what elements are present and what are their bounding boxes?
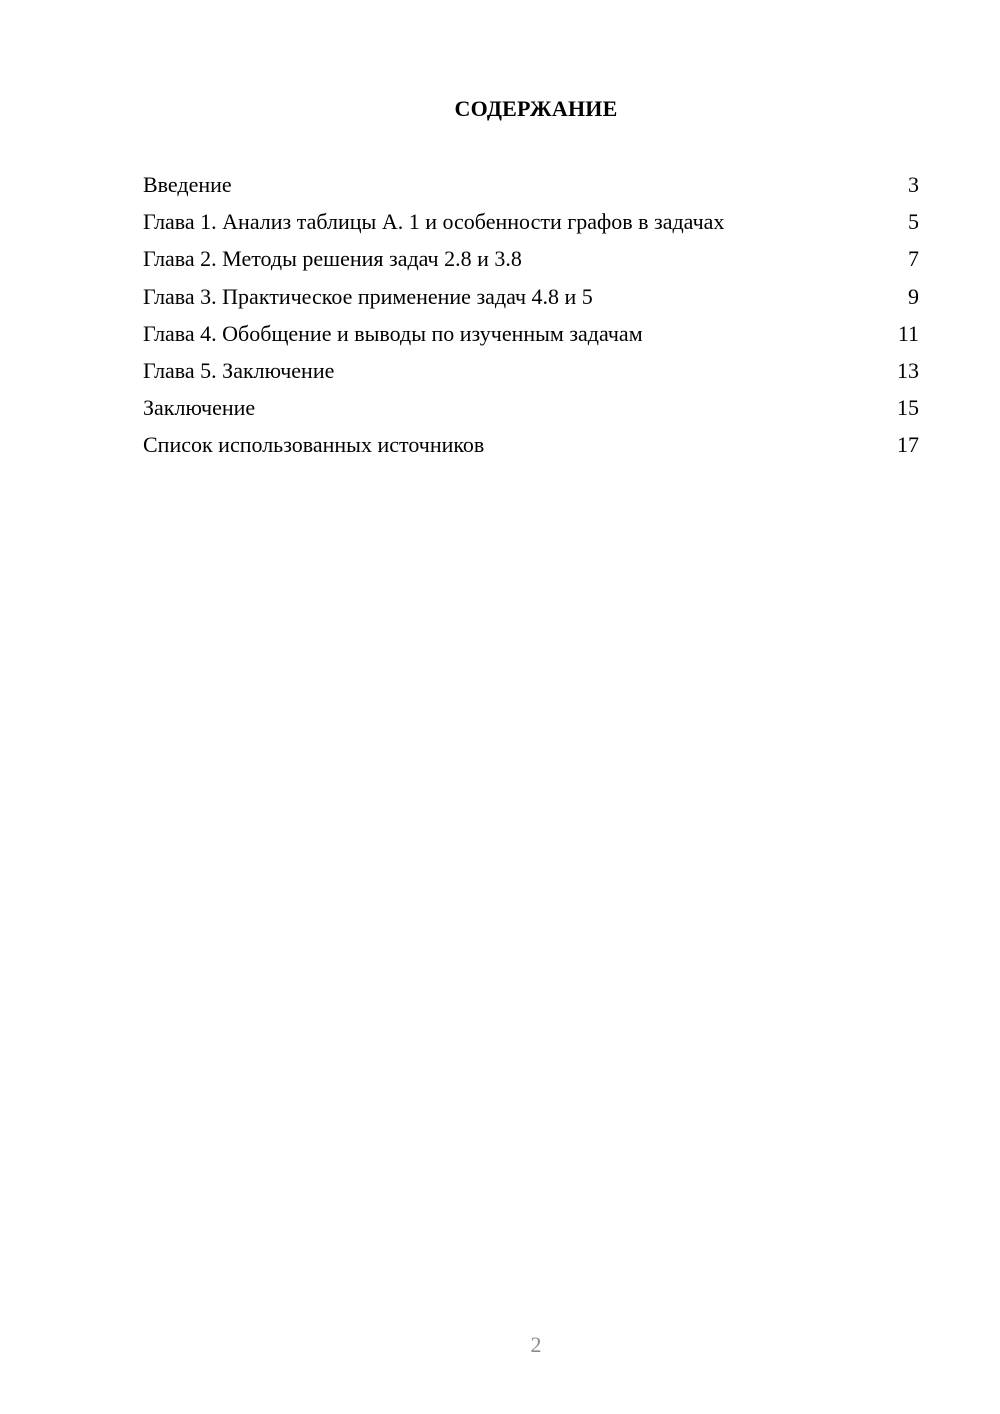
toc-entry-page: 15 bbox=[897, 395, 919, 421]
toc-entry-chapter-2 bbox=[143, 240, 919, 277]
table-of-contents bbox=[143, 166, 919, 464]
toc-entry-page: 13 bbox=[897, 357, 919, 383]
page-number: 2 bbox=[530, 1332, 542, 1357]
toc-entry-page: 7 bbox=[908, 246, 919, 272]
toc-entry-page: 11 bbox=[897, 320, 919, 346]
toc-entry-label: Глава 4. Обобщение и выводы по изученным задачам bbox=[143, 320, 643, 346]
toc-entry-label: Глава 5. Заключение bbox=[143, 357, 335, 383]
toc-entry-chapter-4 bbox=[143, 315, 919, 352]
toc-entry-page: 17 bbox=[897, 432, 919, 458]
toc-entry-page: 9 bbox=[908, 283, 919, 309]
toc-entry-label: Заключение bbox=[143, 395, 256, 421]
toc-entry-chapter-3 bbox=[143, 278, 919, 315]
toc-entry-chapter-5 bbox=[143, 352, 919, 389]
toc-entry-chapter-1 bbox=[143, 203, 919, 240]
toc-entry-label: Глава 3. Практическое применение задач 4.8 и 5 bbox=[143, 283, 593, 309]
toc-entry-conclusion bbox=[143, 389, 919, 426]
toc-entry-label: Глава 2. Методы решения задач 2.8 и 3.8 bbox=[143, 246, 522, 272]
toc-entry-label: Список использованных источников bbox=[143, 432, 485, 458]
toc-entry-label: Введение bbox=[143, 172, 232, 197]
toc-entry-introduction bbox=[143, 166, 919, 203]
toc-entry-references bbox=[143, 426, 919, 463]
toc-entry-page: 3 bbox=[908, 172, 919, 197]
toc-entry-label: Глава 1. Анализ таблицы А. 1 и особенности графов в задачах bbox=[143, 209, 725, 235]
page-title: СОДЕРЖАНИЕ bbox=[454, 96, 618, 121]
toc-entry-page: 5 bbox=[908, 209, 919, 235]
